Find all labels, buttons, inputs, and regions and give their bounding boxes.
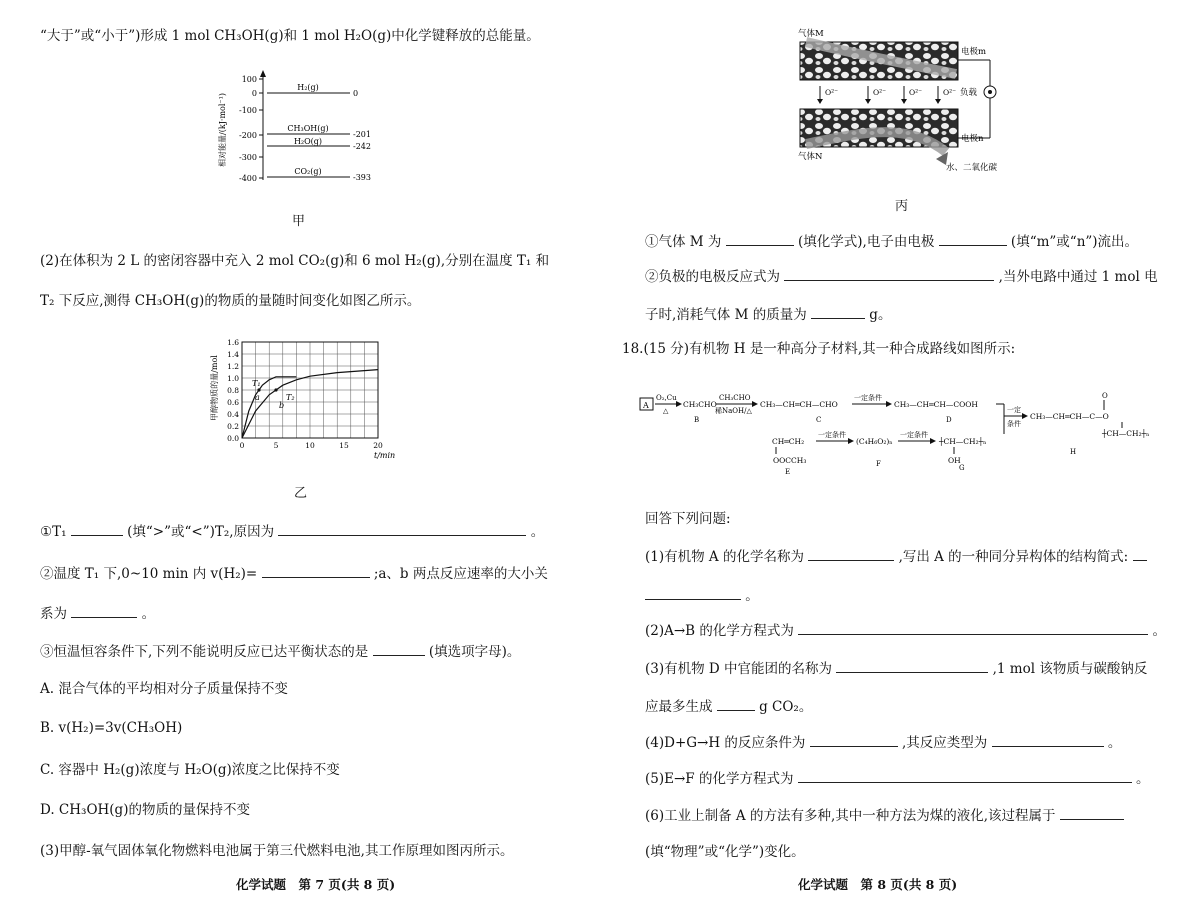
energy-diagram-jia (215, 68, 385, 186)
ion-label: O²⁻ (825, 88, 839, 97)
curve-label-t2: T₂ (286, 393, 295, 402)
answer-blank[interactable] (373, 641, 425, 656)
q-text: ,写出 A 的一种同分异构体的结构简式: (898, 549, 1129, 565)
question-line (645, 805, 1124, 825)
cond-2: CH₃CHO (719, 394, 751, 402)
compound-f: (C₄H₆O₂)ₙ (856, 437, 893, 446)
option-d: D. CH₃OH(g)的物质的量保持不变 (40, 802, 250, 818)
answer-blank[interactable] (798, 620, 1148, 635)
q-text: 。 (141, 606, 156, 622)
h-carbonyl-o: O (1102, 392, 1108, 400)
fuel-cell-diagram-bing (796, 24, 1016, 184)
jia-species: H₂O(g) (293, 137, 323, 146)
option-b: B. v(H₂)=3v(CH₃OH) (40, 720, 183, 736)
jia-tick: 0 (251, 89, 257, 98)
q-text: 子时,消耗气体 M 的质量为 (645, 307, 807, 323)
q-text: (填“m”或“n”)流出。 (1010, 234, 1139, 250)
product-label: 水、二氧化碳 (946, 163, 998, 173)
question-line (645, 732, 1121, 752)
cond-2b: 稀NaOH/△ (715, 407, 752, 415)
q-text: (1)有机物 A 的化学名称为 (645, 549, 804, 565)
answer-intro: 回答下列问题: (645, 511, 731, 527)
jia-value: -393 (353, 173, 371, 182)
page-footer: 化学试题 第 7 页(共 8 页) (236, 877, 396, 892)
answer-blank[interactable] (784, 266, 994, 281)
q-text: ①T₁ (40, 524, 67, 540)
answer-blank[interactable] (810, 732, 898, 747)
x-tick-label: 15 (339, 441, 349, 450)
answer-blank[interactable] (1060, 805, 1124, 820)
methanol-time-chart (206, 334, 396, 464)
cond-5: 一定条件 (818, 431, 846, 439)
load-label: 负载 (960, 88, 978, 98)
q-text: 应最多生成 (645, 699, 713, 715)
q-text: ③恒温恒容条件下,下列不能说明反应已达平衡状态的是 (40, 644, 369, 660)
text-line: (3)甲醇-氧气固体氧化物燃料电池属于第三代燃料电池,其工作原理如图丙所示。 (40, 843, 514, 859)
answer-blank[interactable] (808, 546, 894, 561)
x-tick-label: 5 (273, 441, 279, 450)
jia-tick: -200 (239, 131, 257, 140)
answer-blank[interactable] (811, 304, 865, 319)
q-text: (3)有机物 D 中官能团的名称为 (645, 661, 833, 677)
ion-label: O²⁻ (909, 88, 923, 97)
label-h: H (1070, 448, 1077, 456)
question-line (645, 768, 1150, 788)
cond-4a: 一定 (1007, 406, 1021, 414)
figure-caption-jia: 甲 (292, 214, 306, 229)
q-text: ,当外电路中通过 1 mol 电 (998, 269, 1158, 285)
figure-caption-bing: 丙 (895, 199, 909, 214)
answer-blank[interactable] (1133, 546, 1147, 561)
q-text: (填化学式),电子由电极 (798, 234, 935, 250)
gas-n-label: 气体N (798, 152, 823, 162)
answer-blank[interactable] (262, 563, 370, 578)
y-tick-label: 0.4 (227, 410, 239, 419)
answer-blank[interactable] (992, 732, 1104, 747)
answer-blank[interactable] (836, 658, 988, 673)
curve-label-t1: T₁ (252, 379, 261, 388)
point-a (257, 388, 260, 391)
q-text: 。 (1136, 771, 1150, 787)
jia-value: 0 (353, 89, 359, 98)
question-line (645, 696, 812, 716)
page-footer: 化学试题 第 8 页(共 8 页) (798, 877, 958, 892)
q-text: (2)A→B 的化学方程式为 (645, 623, 794, 639)
question-line (645, 266, 1158, 286)
question-line (40, 641, 520, 661)
answer-blank[interactable] (717, 696, 755, 711)
question-18: 18.(15 分)有机物 H 是一种高分子材料,其一种合成路线如图所示: (622, 341, 1016, 357)
y-tick-label: 0.0 (227, 434, 239, 443)
x-tick-label: 20 (373, 441, 383, 450)
q-text: (填选项字母)。 (428, 644, 521, 660)
answer-blank[interactable] (726, 231, 794, 246)
ion-label: O²⁻ (943, 88, 957, 97)
option-a: A. 混合气体的平均相对分子质量保持不变 (40, 681, 288, 697)
jia-ylabel: 相对能量/(kJ·mol⁻¹) (218, 93, 227, 167)
jia-species: H₂(g) (297, 83, 319, 92)
compound-h: CH₃—CH═CH—C—O (1030, 412, 1109, 421)
label-d: D (946, 416, 952, 424)
answer-blank[interactable] (798, 768, 1132, 783)
label-g: G (959, 464, 965, 472)
q-text: ,1 mol 该物质与碳酸钠反 (992, 661, 1148, 677)
label-c: C (816, 416, 822, 424)
q-text: ;a、b 两点反应速率的大小关 (373, 566, 548, 582)
q-text: 。 (745, 588, 759, 604)
cond-6: 一定条件 (900, 431, 928, 439)
q-text: ②温度 T₁ 下,0~10 min 内 v(H₂)= (40, 566, 258, 582)
cond-3: 一定条件 (854, 394, 882, 402)
question-line (645, 658, 1147, 678)
text-line: “大于”或“小于”)形成 1 mol CH₃OH(g)和 1 mol H₂O(g)中化学键释放的总能量。 (40, 28, 540, 44)
q-text: 系为 (40, 606, 67, 622)
q-text: (4)D+G→H 的反应条件为 (645, 735, 806, 751)
yi-ylabel: 甲醇物质的量/mol (210, 355, 219, 421)
q-text: 。 (1152, 623, 1166, 639)
synthesis-route (636, 388, 1156, 478)
y-tick-label: 0.8 (227, 386, 239, 395)
answer-blank[interactable] (278, 521, 526, 536)
compound-b: CH₃CHO (683, 400, 717, 409)
text-line: T₂ 下反应,测得 CH₃OH(g)的物质的量随时间变化如图乙所示。 (40, 293, 421, 309)
jia-tick: -400 (239, 174, 257, 183)
compound-c: CH₃—CH═CH—CHO (760, 400, 838, 409)
gas-m-label: 气体M (798, 29, 824, 39)
answer-blank[interactable] (645, 585, 741, 600)
q-text: (5)E→F 的化学方程式为 (645, 771, 794, 787)
answer-blank[interactable] (939, 231, 1007, 246)
compound-g-bottom: OH (948, 456, 961, 465)
jia-species: CO₂(g) (294, 167, 322, 176)
x-tick-label: 0 (239, 441, 245, 450)
q-text: ②负极的电极反应式为 (645, 269, 780, 285)
q-text: g。 (869, 307, 892, 323)
question-line (40, 603, 155, 623)
electrode-m-label: 电极m (961, 47, 987, 57)
point-label-a: a (255, 393, 260, 402)
y-tick-label: 0.2 (227, 422, 239, 431)
x-tick-label: 10 (305, 441, 315, 450)
y-tick-label: 1.2 (227, 362, 239, 371)
cond-1: O₂,Cu (656, 394, 677, 402)
yi-xlabel: t/min (374, 451, 396, 460)
jia-tick: 100 (241, 75, 257, 84)
y-tick-label: 1.0 (227, 374, 239, 383)
text-line: (填“物理”或“化学”)变化。 (645, 844, 805, 860)
cond-4b: 条件 (1007, 420, 1021, 428)
ion-label: O²⁻ (873, 88, 887, 97)
answer-blank[interactable] (71, 603, 137, 618)
q-text: 。 (1107, 735, 1122, 751)
compound-h-chain: ┼CH—CH₂┼ₙ (1102, 429, 1150, 438)
q-text: (6)工业上制备 A 的方法有多种,其中一种方法为煤的液化,该过程属于 (645, 808, 1056, 824)
electrode-n-label: 电极n (961, 134, 984, 144)
q-text: g CO₂。 (759, 699, 813, 715)
ion-arrows (817, 86, 956, 104)
point-label-b: b (279, 401, 285, 410)
q-text: 。 (530, 524, 545, 540)
label-b: B (694, 416, 700, 424)
question-line (645, 620, 1166, 640)
compound-g-top: ┼CH—CH₂┼ₙ (939, 437, 987, 446)
question-line (40, 521, 544, 541)
jia-ticks (239, 75, 263, 183)
answer-blank[interactable] (71, 521, 123, 536)
label-e: E (785, 468, 791, 476)
question-line (645, 304, 891, 324)
y-tick-label: 1.4 (227, 350, 239, 359)
point-b (274, 388, 277, 391)
compound-a: A (643, 401, 649, 410)
label-f: F (876, 460, 881, 468)
jia-tick: -100 (239, 106, 257, 115)
q-text: (填“>”或“<”)T₂,原因为 (127, 524, 275, 540)
compound-e-bottom: OOCCH₃ (773, 456, 807, 465)
figure-caption-yi: 乙 (294, 486, 308, 501)
y-tick-label: 0.6 (227, 398, 239, 407)
question-line (645, 546, 1147, 566)
compound-d: CH₃—CH═CH—COOH (894, 400, 978, 409)
question-line (645, 585, 759, 605)
y-tick-label: 1.6 (227, 338, 239, 347)
q-text: ①气体 M 为 (645, 234, 722, 250)
question-line (40, 563, 548, 583)
cond-1b: △ (663, 407, 669, 415)
option-c: C. 容器中 H₂(g)浓度与 H₂O(g)浓度之比保持不变 (40, 762, 340, 778)
jia-value: -242 (353, 142, 371, 151)
jia-tick: -300 (239, 153, 257, 162)
text-line: (2)在体积为 2 L 的密闭容器中充入 2 mol CO₂(g)和 6 mol H₂(g),分别在温度 T₁ 和 (40, 253, 550, 269)
q-text: ,其反应类型为 (902, 735, 988, 751)
question-line (645, 231, 1138, 251)
jia-species: CH₃OH(g) (287, 124, 329, 133)
compound-e-top: CH═CH₂ (772, 437, 805, 446)
jia-value: -201 (353, 130, 371, 139)
